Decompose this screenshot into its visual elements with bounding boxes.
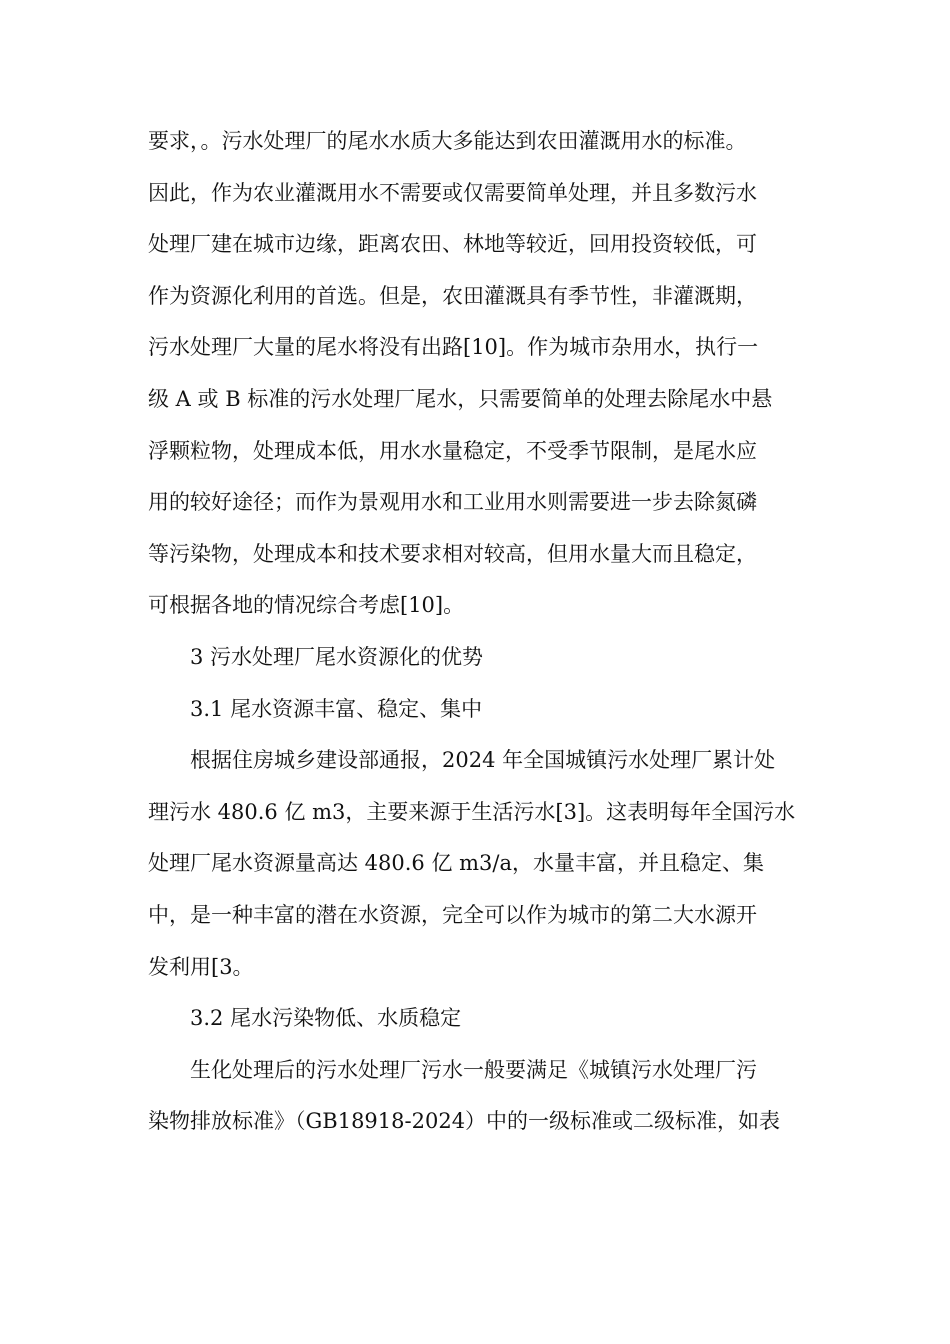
text-line: 理污水 480.6 亿 m3，主要来源于生活污水[3]。这表明每年全国污水 [148, 799, 796, 824]
text-line: 污水处理厂大量的尾水将没有出路[10]。作为城市杂用水，执行一 [148, 335, 759, 360]
text-line: 染物排放标准》（GB18918-2024）中的一级标准或二级标准，如表 [148, 1109, 781, 1134]
subsection-heading: 3.1 尾水资源丰富、稳定、集中 [190, 696, 483, 721]
section-heading: 3 污水处理厂尾水资源化的优势 [190, 644, 484, 669]
text-line: 发利用[3。 [148, 954, 254, 979]
text-line: 处理厂尾水资源量高达 480.6 亿 m3/a，水量丰富，并且稳定、集 [148, 851, 765, 876]
text-line: 因此，作为农业灌溉用水不需要或仅需要简单处理，并且多数污水 [148, 180, 757, 205]
text-line: 作为资源化利用的首选。但是，农田灌溉具有季节性，非灌溉期， [148, 283, 757, 308]
text-line: 用的较好途径；而作为景观用水和工业用水则需要进一步去除氮磷 [148, 490, 757, 515]
text-line: 等污染物，处理成本和技术要求相对较高，但用水量大而且稳定， [148, 541, 757, 566]
text-line: 生化处理后的污水处理厂污水一般要满足《城镇污水处理厂污 [190, 1057, 757, 1082]
subsection-heading: 3.2 尾水污染物低、水质稳定 [190, 1006, 462, 1031]
text-line: 中，是一种丰富的潜在水资源，完全可以作为城市的第二大水源开 [148, 902, 757, 927]
text-line: 根据住房城乡建设部通报，2024 年全国城镇污水处理厂累计处 [190, 748, 776, 773]
text-line: 要求，。污水处理厂的尾水水质大多能达到农田灌溉用水的标准。 [148, 129, 747, 153]
text-line: 浮颗粒物，处理成本低，用水水量稳定，不受季节限制，是尾水应 [148, 438, 757, 463]
text-line: 级 A 或 B 标准的污水处理厂尾水，只需要简单的处理去除尾水中悬 [148, 386, 773, 411]
text-line: 可根据各地的情况综合考虑[10]。 [148, 593, 465, 618]
document-body [148, 116, 802, 1148]
text-line: 处理厂建在城市边缘，距离农田、林地等较近，回用投资较低，可 [148, 232, 757, 257]
